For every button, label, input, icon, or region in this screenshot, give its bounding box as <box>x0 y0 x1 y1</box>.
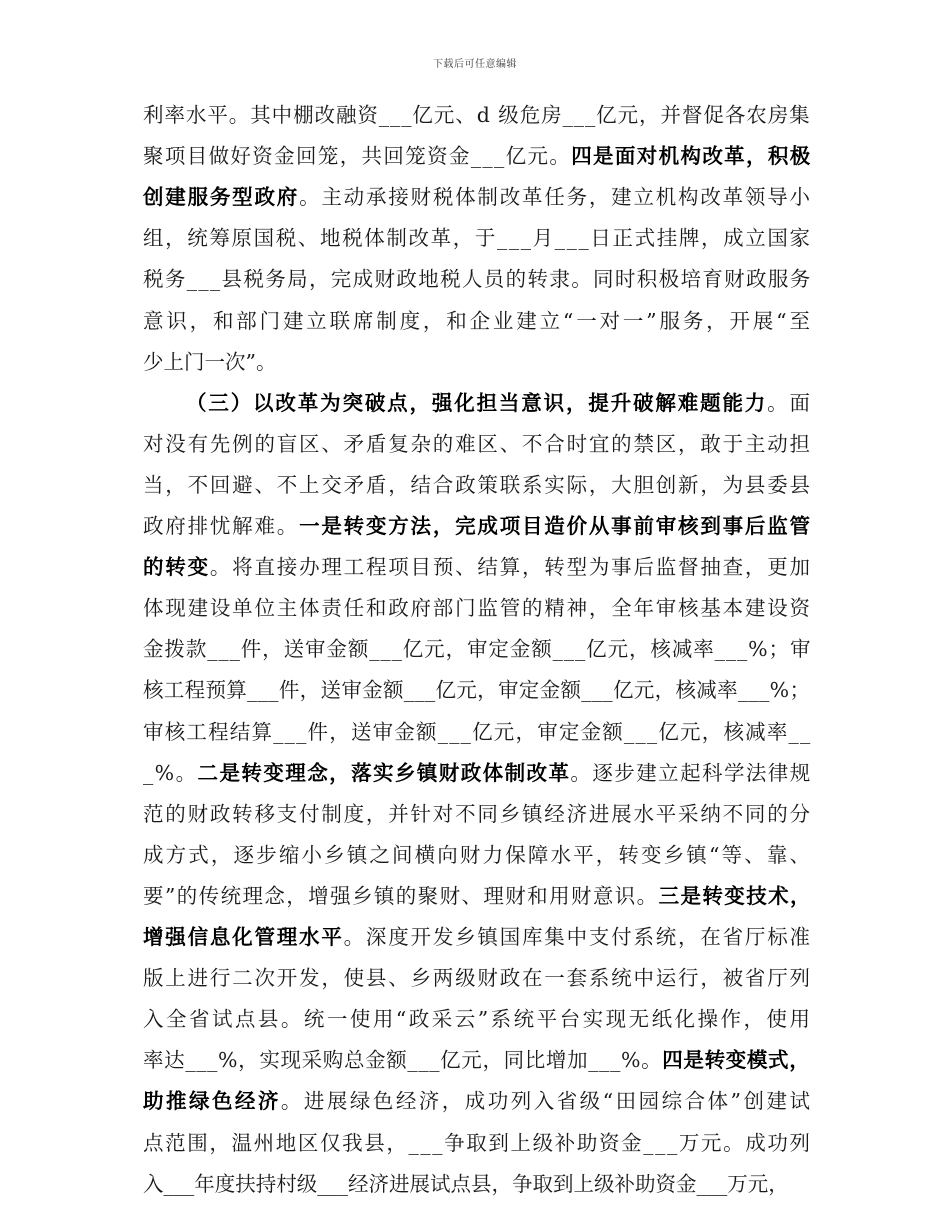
text-line <box>143 631 811 667</box>
text-run: 。进展绿色经济，成功列入省级“田园综合体”创建试 <box>280 1089 813 1114</box>
text-line <box>143 1042 810 1078</box>
text-line <box>143 714 811 750</box>
text-run: _%。 <box>143 760 198 785</box>
text-run: 入全省试点县。统一使用“政采云”系统平台实现无纸化操作，使用 <box>143 1007 813 1032</box>
bold-phrase: 二是转变理念，落实乡镇财政体制改革 <box>197 760 571 785</box>
text-run: 。逐步建立起科学法律规 <box>570 760 812 785</box>
text-line <box>143 672 810 708</box>
text-line <box>143 344 276 380</box>
text-line <box>143 138 812 174</box>
text-run: 利率水平。其中棚改融资___亿元、d 级危房___亿元，并督促各农房集 <box>143 103 811 127</box>
text-line <box>143 303 813 339</box>
text-line <box>143 1001 812 1037</box>
bold-phrase: （三）以改革为突破点，强化担当意识，提升破解难题能力 <box>186 390 768 415</box>
text-run: 少上门一次”。 <box>143 349 277 374</box>
text-line <box>186 385 812 421</box>
text-line <box>143 467 812 503</box>
text-run: 成方式，逐步缩小乡镇之间横向财力保障水平，转变乡镇“等、靠、 <box>143 842 813 867</box>
text-run: 组，统筹原国税、地税体制改革，于___月___日正式挂牌，成立国家 <box>143 226 812 251</box>
text-run: 金拨款___件，送审金额___亿元，审定金额___亿元，核减率___%；审 <box>143 637 812 662</box>
text-run: 。主动承接财税体制改革任务，建立机构改革领导小 <box>299 185 812 210</box>
text-run: 范的财政转移支付制度，并针对不同乡镇经济进展水平采纳不同的分 <box>143 801 812 826</box>
text-line <box>143 796 812 832</box>
text-run: 聚项目做好资金回笼，共回笼资金___亿元。 <box>143 144 572 169</box>
bold-phrase: 的转变 <box>143 555 210 580</box>
bold-phrase: 增强信息化管理水平 <box>143 925 344 949</box>
text-run: 体现建设单位主体责任和政府部门监管的精神，全年审核基本建设资 <box>143 596 812 621</box>
text-line <box>143 261 812 297</box>
text-run: 点范围，温州地区仅我县，___争取到上级补助资金___万元。成功列 <box>143 1130 812 1155</box>
text-run: 意识，和部门建立联席制度，和企业建立“一对一”服务，开展“至 <box>143 308 813 333</box>
text-line <box>143 1125 812 1161</box>
text-run: 要”的传统理念，增强乡镇的聚财、理财和用财意识。 <box>143 883 659 908</box>
text-run: 。将直接办理工程项目预、结算，转型为事后监督抽查，更加 <box>209 555 812 580</box>
text-run: 入___年度扶持村级___经济进展试点县，争取到上级补助资金___万元， <box>143 1171 789 1196</box>
bold-phrase: 助推绿色经济 <box>143 1089 281 1114</box>
text-line <box>143 837 812 873</box>
text-line <box>143 1166 789 1202</box>
text-line <box>143 508 812 544</box>
text-line <box>143 590 812 626</box>
text-line <box>143 426 812 462</box>
text-line <box>143 960 812 996</box>
bold-phrase: 四是转变模式， <box>662 1048 811 1073</box>
text-line <box>143 878 812 914</box>
bold-phrase: 创建服务型政府 <box>143 185 300 210</box>
bold-phrase: 一是转变方法，完成项目造价从事前审核到事后监管 <box>299 514 812 538</box>
text-run: 审核工程结算___件，送审金额___亿元，审定金额___亿元，核减率__ <box>143 719 812 744</box>
page-header-note: 下载后可任意编辑 <box>433 59 517 70</box>
text-line <box>143 755 812 791</box>
text-run: 对没有先例的盲区、矛盾复杂的难区、不合时宜的禁区，敢于主动担 <box>143 431 812 456</box>
text-run: 版上进行二次开发，使县、乡两级财政在一套系统中运行，被省厅列 <box>143 966 812 991</box>
text-line <box>143 1083 812 1119</box>
bold-phrase: 三是转变技术， <box>658 883 812 908</box>
text-run: 当，不回避、不上交矛盾，结合政策联系实际，大胆创新，为县委县 <box>143 472 812 497</box>
text-run: 核工程预算___件，送审金额___亿元，审定金额___亿元，核减率___%； <box>143 678 811 703</box>
text-line <box>143 549 812 585</box>
text-run: 政府排忧解难。 <box>143 514 300 538</box>
text-run: 率达___%，实现采购总金额___亿元，同比增加___%。 <box>143 1048 663 1073</box>
bold-phrase: 四是面对机构改革，积极 <box>571 144 812 169</box>
text-run: 税务___县税务局，完成财政地税人员的转隶。同时积极培育财政服务 <box>143 267 812 292</box>
text-line <box>143 919 812 955</box>
text-run: 。面 <box>767 390 812 415</box>
text-line <box>143 220 812 256</box>
text-line <box>143 179 812 215</box>
text-run: 。深度开发乡镇国库集中支付系统，在省厅标准 <box>343 925 812 949</box>
text-line <box>143 97 811 133</box>
